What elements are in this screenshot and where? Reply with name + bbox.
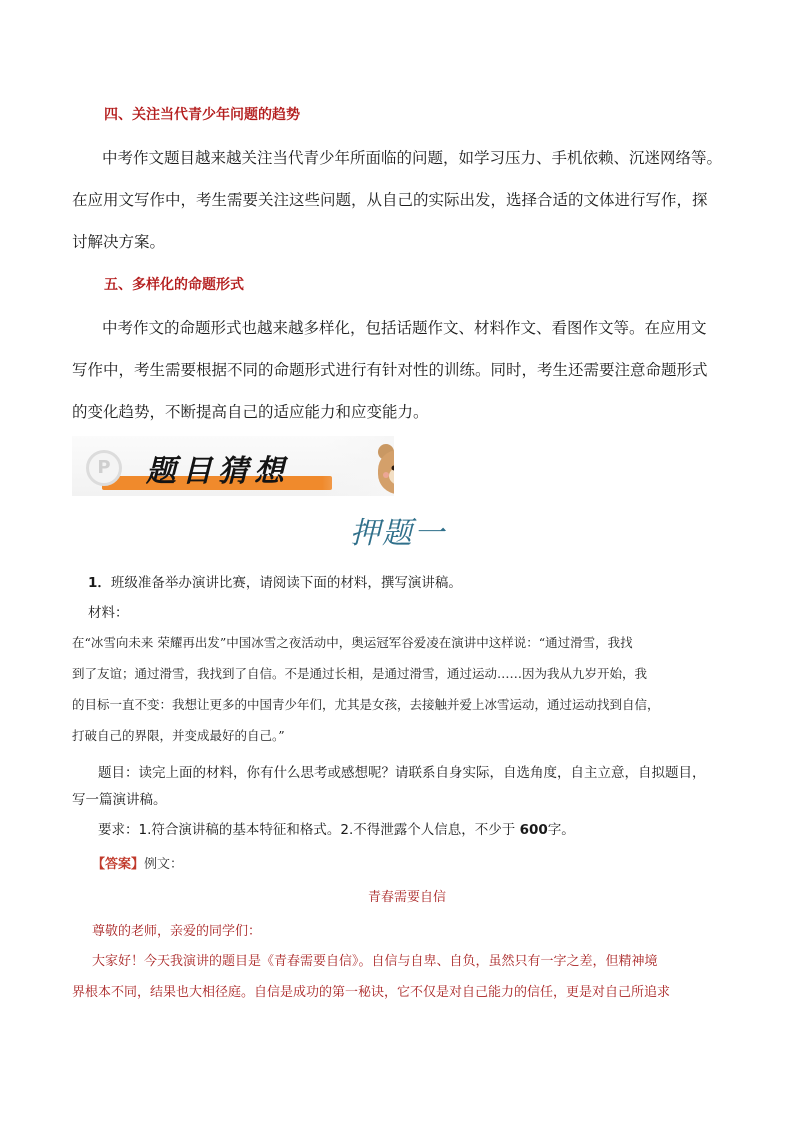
material-line: 的目标一直不变：我想让更多的中国青少年们，尤其是女孩，去接触并爱上冰雪运动，通过运动找到自信，	[72, 697, 660, 712]
coin-icon: P	[86, 450, 122, 486]
material-label: 材料：	[88, 605, 129, 621]
paragraph-line: 中考作文题目越来越关注当代青少年所面临的问题，如学习压力、手机依赖、沉迷网络等。	[102, 149, 723, 167]
topic-guess-banner	[72, 436, 394, 496]
prompt-line: 写一篇演讲稿。	[72, 792, 167, 808]
material-line: 打破自己的界限，并变成最好的自己。”	[72, 728, 285, 743]
section-heading-5: 五、多样化的命题形式	[104, 277, 244, 293]
section-heading-4: 四、关注当代青少年问题的趋势	[104, 107, 300, 123]
paragraph-line: 的变化趋势，不断提高自己的适应能力和应变能力。	[72, 403, 429, 421]
essay-title: 青春需要自信	[368, 890, 447, 905]
question-number: 1．	[88, 575, 111, 591]
essay-line: 界根本不同，结果也大相径庭。自信是成功的第一秘诀，它不仅是对自己能力的信任，更是对自己所追求	[72, 985, 671, 1000]
material-quote	[72, 627, 732, 751]
requirement-word-count: 600	[519, 822, 548, 838]
bear-mascot-icon	[372, 442, 394, 494]
material-line: 在“冰雪向未来 荣耀再出发”中国冰雪之夜活动中，奥运冠军谷爱凌在演讲中这样说：“通过滑雪，我找	[72, 635, 633, 650]
requirement-line	[98, 817, 758, 844]
prompt-line: 题目：读完上面的材料，你有什么思考或感想呢？请联系自身实际，自选角度，自主立意，自拟题目，	[98, 765, 706, 781]
section-paragraph-5	[72, 307, 728, 433]
requirement-prefix: 要求：1.符合演讲稿的基本特征和格式。2.不得泄露个人信息，不少于	[98, 822, 520, 838]
question-line	[88, 571, 462, 591]
answer-example-label: 例文：	[144, 857, 184, 872]
paragraph-line: 写作中，考生需要根据不同的命题形式进行有针对性的训练。同时，考生还需要注意命题形式	[72, 361, 708, 379]
requirement-suffix: 字。	[547, 822, 575, 838]
essay-body	[72, 946, 732, 1008]
question-text: 班级准备举办演讲比赛，请阅读下面的材料，撰写演讲稿。	[110, 575, 462, 591]
material-line: 到了友谊；通过滑雪，我找到了自信。不是通过长相，是通过滑雪，通过运动……因为我从九岁开始，我	[72, 666, 648, 681]
paragraph-line: 中考作文的命题形式也越来越多样化，包括话题作文、材料作文、看图作文等。在应用文	[102, 319, 707, 337]
answer-tag: 【答案】	[92, 857, 145, 872]
paragraph-line: 讨解决方案。	[72, 233, 166, 251]
answer-label	[92, 853, 183, 872]
essay-greeting: 尊敬的老师，亲爱的同学们：	[92, 924, 262, 939]
section-paragraph-4	[72, 137, 728, 263]
prediction-title: 押题一	[350, 516, 446, 551]
paragraph-line: 在应用文写作中，考生需要关注这些问题，从自己的实际出发，选择合适的文体进行写作，探	[72, 191, 708, 209]
essay-line: 大家好！今天我演讲的题目是《青春需要自信》。自信与自卑、自负，虽然只有一字之差，但精神境	[92, 954, 658, 969]
banner-title: 题目猜想	[146, 454, 290, 489]
prompt-text	[72, 760, 732, 814]
